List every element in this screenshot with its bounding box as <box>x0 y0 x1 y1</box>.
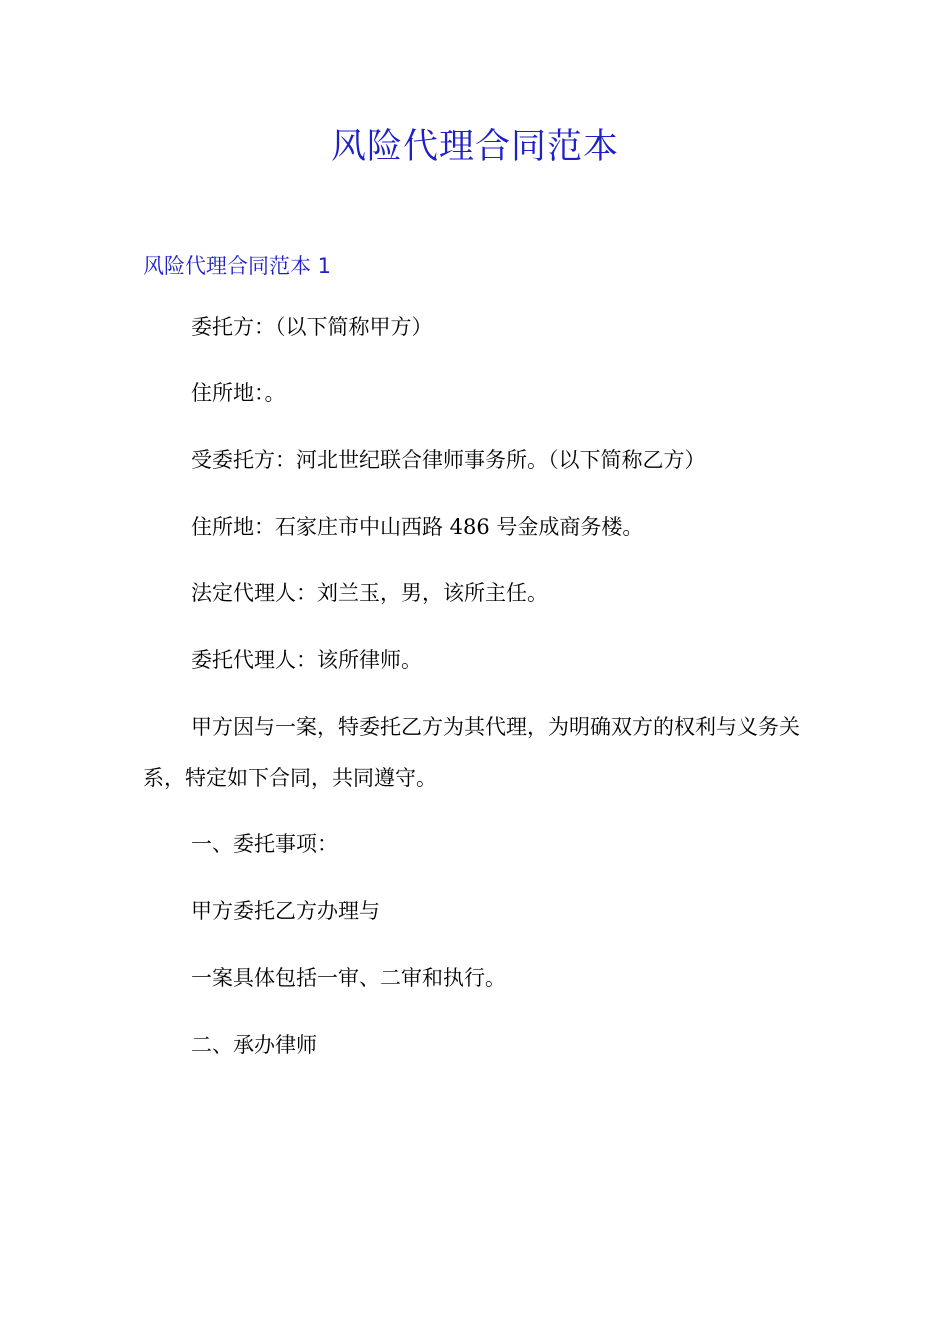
document-title: 风险代理合同范本 <box>330 127 619 167</box>
paragraph-entrusted-agent: 委托代理人：该所律师。 <box>191 648 422 672</box>
paragraph-entrusted-matter: 甲方委托乙方办理与 <box>191 899 380 923</box>
paragraph-legal-representative: 法定代理人：刘兰玉，男，该所主任。 <box>191 581 548 605</box>
section-heading: 风险代理合同范本 1 <box>143 254 332 278</box>
paragraph-agent-address: 住所地：石家庄市中山西路 486 号金成商务楼。 <box>191 515 644 539</box>
paragraph-agent: 受委托方：河北世纪联合律师事务所。（以下简称乙方） <box>191 448 706 472</box>
paragraph-client-address: 住所地：。 <box>191 381 286 405</box>
paragraph-section-one-heading: 一、委托事项： <box>191 832 338 856</box>
paragraph-purpose: 甲方因与一案，特委托乙方为其代理，为明确双方的权利与义务关系，特定如下合同，共同遵守。 <box>143 715 800 790</box>
paragraph-client: 委托方：（以下简称甲方） <box>191 315 433 339</box>
paragraph-section-two-heading: 二、承办律师 <box>191 1033 317 1057</box>
paragraph-case-scope: 一案具体包括一审、二审和执行。 <box>191 966 506 990</box>
